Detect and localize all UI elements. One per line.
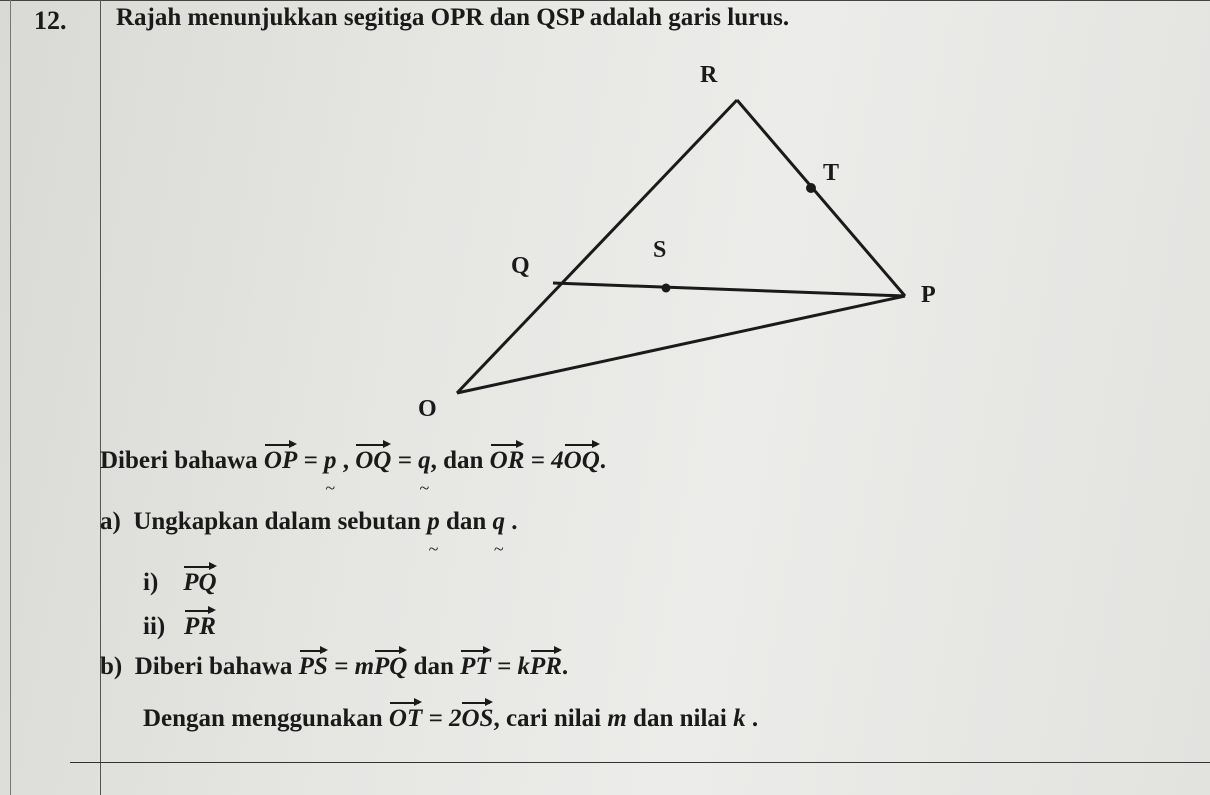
part-a-label: a) [100,508,121,535]
part-b-line2-suffix: , cari nilai [493,705,602,732]
vector-PQ-b: PQ [374,653,408,680]
label-T: T [823,160,840,186]
part-b-label: b) [100,653,123,680]
point-T [806,183,816,193]
vector-OS: OS [461,705,494,732]
vector-p: p [323,447,337,474]
label-Q: Q [511,253,530,279]
point-S [662,284,671,293]
label-O: O [418,396,437,422]
segment-R-P [737,100,905,296]
part-a-ii [143,613,216,641]
scalar-m-2: m [607,705,627,732]
part-b-line-1: b) Diberi bahawa PS = mPQ dan PT = kPR. [100,653,569,680]
label-R: R [700,62,718,88]
vector-q: q [418,447,431,474]
vector-OQ: OQ [355,447,392,474]
part-b-dan-nilai: dan nilai [633,705,727,732]
vector-PR-a: PR [183,613,216,640]
segment-O-P [457,296,905,393]
segment-Q-P [553,283,905,296]
part-a-dan: dan [445,508,487,535]
vector-PS: PS [298,653,328,680]
scalar-m: m [354,653,375,680]
scalar-k-2: k [733,705,746,732]
label-S: S [653,237,667,263]
part-a-ii-label: ii) [143,613,166,640]
segment-O-R [457,100,737,393]
vector-PR-b: PR [529,653,562,680]
question-number: 12. [34,6,67,35]
part-a-text: Ungkapkan dalam sebutan [133,508,421,535]
part-a-q: q [492,508,506,535]
vector-OQ-2: OQ [563,447,600,474]
part-a-line: a) Ungkapkan dalam sebutan p ~ dan q ~ . [100,508,518,536]
question-intro: Rajah menunjukkan segitiga OPR dan QSP adalah garis lurus. [116,4,790,31]
part-a-i [143,569,217,597]
part-b-line-2: Dengan menggunakan OT = 2OS, cari nilai m dan nilai k . [143,705,759,732]
vector-OP: OP [263,447,298,474]
part-b-dan: dan [413,653,454,680]
scalar-k: k [517,653,530,680]
label-P: P [921,282,936,308]
given-coefficient: 4 [551,447,564,474]
part-b-prefix: Diberi bahawa [134,653,293,680]
vector-PT: PT [460,653,491,680]
vector-PQ-a: PQ [183,569,217,596]
part-a-p: p [427,508,440,535]
part-b-coefficient: 2 [448,705,462,732]
given-prefix: Diberi bahawa [100,447,258,474]
vector-OT: OT [388,705,423,732]
part-a-i-label: i) [143,569,159,596]
vector-OR: OR [489,447,525,474]
given-statement: Diberi bahawa OP = p ~ , OQ = q ~, dan OR = 4OQ. [100,447,606,475]
given-conjunction: , dan [430,447,484,474]
part-b-line2-prefix: Dengan menggunakan [143,705,383,732]
